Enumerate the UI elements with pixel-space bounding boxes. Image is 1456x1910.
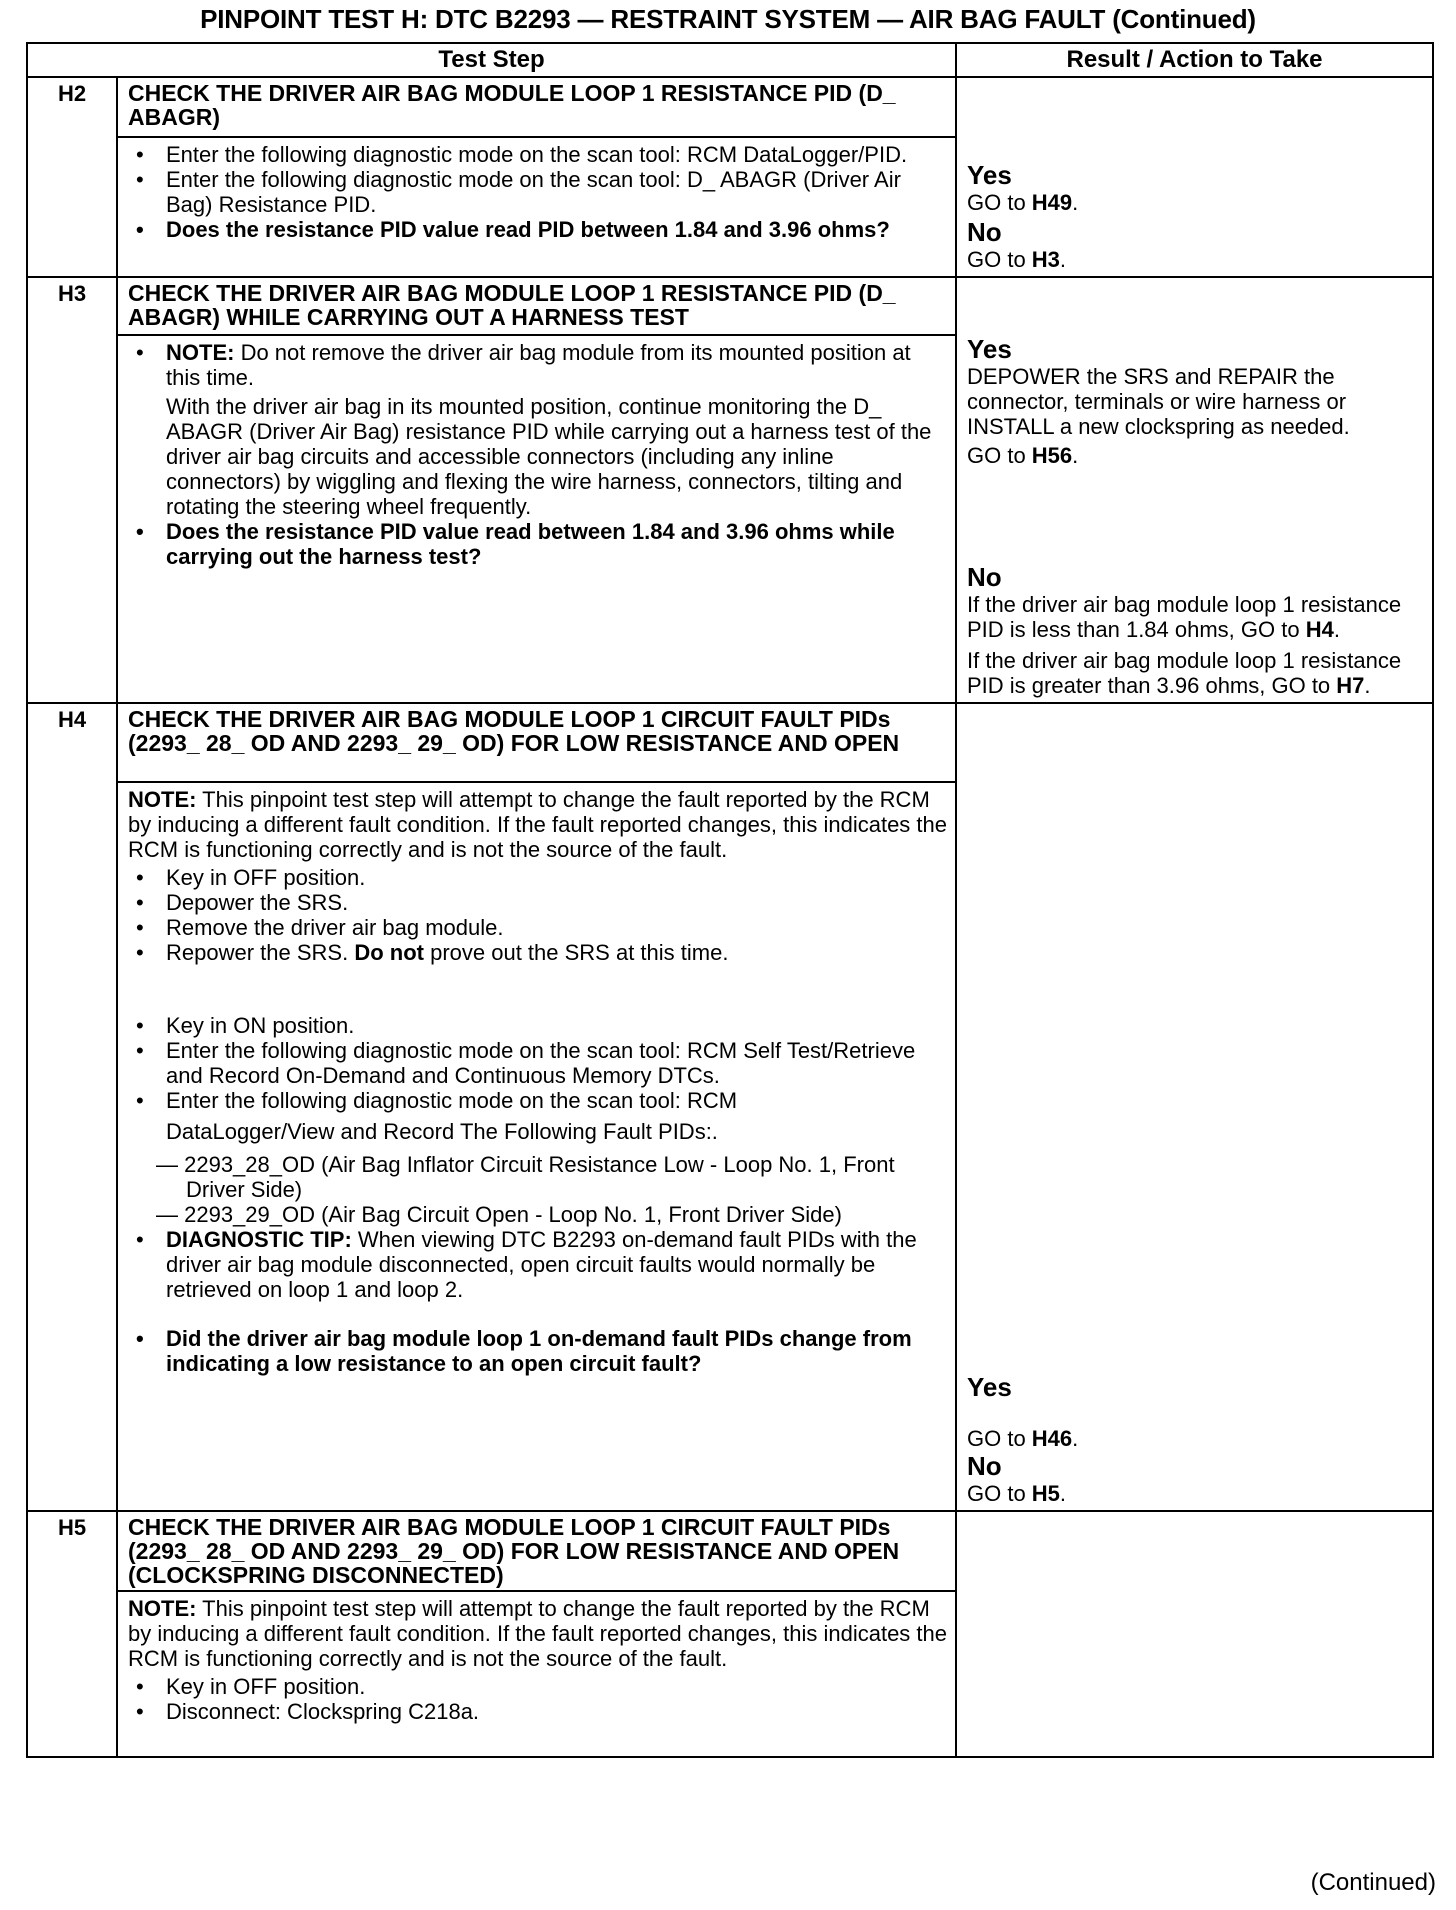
continued-label: (Continued) xyxy=(1310,1869,1436,1896)
step-id-h3: H3 xyxy=(27,277,117,703)
step-h3-title-row xyxy=(27,277,1433,335)
no-action: GO to H5. xyxy=(967,1481,1067,1506)
harness-test-paragraph: With the driver air bag in its mounted position, continue monitoring the D_ ABAGR (Driver Air Bag) resistance PID while carrying out a harness test of the driver air bag circuits and accessible connectors (including any inline connectors) by wiggling and flexing the wire harness, connectors, tilting and rotating the steering wheel frequently. xyxy=(166,393,932,519)
list-item: • Remove the driver air bag module. xyxy=(128,915,947,940)
step-title-h3: CHECK THE DRIVER AIR BAG MODULE LOOP 1 RESISTANCE PID (D_ ABAGR) WHILE CARRYING OUT A HARNESS TEST xyxy=(117,277,956,335)
list-item: • Enter the following diagnostic mode on the scan tool: RCM xyxy=(128,1088,947,1113)
list-item: • Enter the following diagnostic mode on the scan tool: D_ ABAGR (Driver Air Bag) Resistance PID. xyxy=(128,167,947,217)
question-item: • Does the resistance PID value read between 1.84 and 3.96 ohms while carrying out the harness test? xyxy=(128,519,947,569)
list-item: • Enter the following diagnostic mode on the scan tool: RCM DataLogger/PID. xyxy=(128,142,947,167)
page-title: PINPOINT TEST H: DTC B2293 — RESTRAINT SYSTEM — AIR BAG FAULT (Continued) xyxy=(200,4,1256,34)
result-h2 xyxy=(956,77,1433,277)
step-body-h3 xyxy=(117,335,956,703)
no-label: No xyxy=(967,1451,1002,1481)
test-step-header: Test Step xyxy=(27,43,956,77)
step-h5-title-row xyxy=(27,1511,1433,1591)
list-item: • Key in OFF position. xyxy=(128,1674,947,1699)
list-item: • Depower the SRS. xyxy=(128,890,947,915)
no-text-1: If the driver air bag module loop 1 resistance PID is less than 1.84 ohms, GO to H4. xyxy=(967,592,1402,642)
repower-item: • Repower the SRS. Do not prove out the SRS at this time. xyxy=(128,940,947,965)
step-body-h5 xyxy=(117,1591,956,1757)
list-item: • Disconnect: Clockspring C218a. xyxy=(128,1699,947,1724)
no-text-2: If the driver air bag module loop 1 resistance PID is greater than 3.96 ohms, GO to H7. xyxy=(967,648,1402,698)
diagnostic-tip-item: • DIAGNOSTIC TIP: When viewing DTC B2293 on-demand fault PIDs with the driver air bag module disconnected, open circuit faults would normally be retrieved on loop 1 and loop 2. xyxy=(128,1227,947,1302)
list-item: • Key in OFF position. xyxy=(128,865,947,890)
question-item: • Did the driver air bag module loop 1 on-demand fault PIDs change from indicating a low resistance to an open circuit fault? xyxy=(128,1326,947,1376)
fault-pid-item: — 2293_28_OD (Air Bag Inflator Circuit Resistance Low - Loop No. 1, Front Driver Side) xyxy=(156,1152,895,1203)
list-item: • Does the resistance PID value read PID between 1.84 and 3.96 ohms? xyxy=(128,217,947,242)
step-title-h2: CHECK THE DRIVER AIR BAG MODULE LOOP 1 RESISTANCE PID (D_ ABAGR) xyxy=(117,77,956,137)
no-action: GO to H3. xyxy=(967,247,1067,272)
step-h2-title-row xyxy=(27,77,1433,137)
note-paragraph: NOTE: This pinpoint test step will attempt to change the fault reported by the RCM by inducing a different fault condition. If the fault reported changes, this indicates the RCM is functioning correctly and is not the source of the fault. xyxy=(128,1596,948,1671)
result-header: Result / Action to Take xyxy=(956,43,1433,77)
result-h5 xyxy=(956,1511,1433,1757)
note-item: • NOTE: Do not remove the driver air bag module from its mounted position at this time. xyxy=(128,340,947,390)
result-h4 xyxy=(956,703,1433,1511)
step-body-h2 xyxy=(117,137,956,277)
step-h4-title-row xyxy=(27,703,1433,782)
yes-text: DEPOWER the SRS and REPAIR the connector, terminals or wire harness or INSTALL a new clockspring as needed. xyxy=(967,364,1350,439)
yes-label: Yes xyxy=(967,1372,1012,1402)
yes-action: GO to H56. xyxy=(967,443,1079,468)
yes-label: Yes xyxy=(967,334,1012,364)
table-header-row xyxy=(27,43,1433,77)
step-id-h2: H2 xyxy=(27,77,117,277)
note-paragraph: NOTE: This pinpoint test step will attempt to change the fault reported by the RCM by inducing a different fault condition. If the fault reported changes, this indicates the RCM is functioning correctly and is not the source of the fault. xyxy=(128,787,948,863)
no-label: No xyxy=(967,217,1002,247)
list-item: • Key in ON position. xyxy=(128,1013,947,1038)
no-label: No xyxy=(967,562,1002,592)
result-h3 xyxy=(956,277,1433,703)
fault-pid-item: — 2293_29_OD (Air Bag Circuit Open - Loop No. 1, Front Driver Side) xyxy=(156,1202,842,1228)
step-title-h5: CHECK THE DRIVER AIR BAG MODULE LOOP 1 CIRCUIT FAULT PIDs (2293_ 28_ OD AND 2293_ 29_ OD) FOR LOW RESISTANCE AND OPEN (CLOCKSPRING DISCONNECTED) xyxy=(117,1511,956,1591)
step-id-h4: H4 xyxy=(27,703,117,1511)
pinpoint-test-table xyxy=(26,42,1434,1758)
yes-action: GO to H49. xyxy=(967,190,1079,215)
yes-label: Yes xyxy=(967,160,1012,190)
step-title-h4: CHECK THE DRIVER AIR BAG MODULE LOOP 1 CIRCUIT FAULT PIDs (2293_ 28_ OD AND 2293_ 29_ OD) FOR LOW RESISTANCE AND OPEN xyxy=(117,703,956,782)
step-body-h4 xyxy=(117,782,956,1511)
yes-action: GO to H46. xyxy=(967,1426,1079,1451)
step-id-h5: H5 xyxy=(27,1511,117,1757)
list-item: • Enter the following diagnostic mode on the scan tool: RCM Self Test/Retrieve and Record On-Demand and Continuous Memory DTCs. xyxy=(128,1038,947,1088)
datalogger-line: DataLogger/View and Record The Following Fault PIDs:. xyxy=(166,1119,718,1145)
